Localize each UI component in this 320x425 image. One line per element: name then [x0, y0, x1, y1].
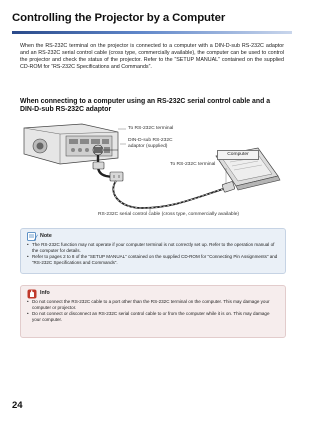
- page-number: 24: [12, 400, 23, 411]
- note-item: • Refer to pages 2 to 8 of the “SETUP MANUAL” contained on the supplied CD-ROM for “Connecting Pin Assignments” and “RS-232C Specifications and Commands”.: [27, 254, 279, 266]
- info-box: [20, 285, 286, 338]
- info-title: Info: [40, 290, 50, 296]
- note-list: [27, 242, 279, 266]
- label-adaptor: DIN-D-sub RS-232C adaptor (supplied): [128, 138, 173, 149]
- title-bar: [12, 8, 292, 34]
- note-title: Note: [40, 233, 52, 239]
- label-rs232c-terminal-projector: To RS-232C terminal: [128, 126, 174, 131]
- title-underline: [12, 31, 292, 34]
- section-heading: When connecting to a computer using an RS-232C serial control cable and a DIN-D-sub RS-232C adaptor: [20, 98, 271, 114]
- label-rs232c-terminal-computer: To RS-232C terminal: [170, 162, 216, 167]
- intro-paragraph: When the RS-232C terminal on the projector is connected to a computer with a DIN-D-sub RS-232C adaptor and an RS-232C serial control cable (cross type, commercially available), the computer can be used to control the projector and check the status of the projector. Refer to the “SETUP MANUAL” contained on the supplied CD-ROM for “RS-232C Specifications and Commands”.: [20, 43, 284, 71]
- note-item: • The RS-232C function may not operate if your computer terminal is not correctly set up. Refer to the operation manual of the computer for details.: [27, 242, 279, 254]
- pencil-note-icon: [27, 232, 38, 241]
- info-list: [27, 299, 279, 323]
- label-serial-cable: RS-232C serial control cable (cross type, commercially available): [98, 212, 240, 217]
- note-box: [20, 228, 286, 274]
- connection-diagram: [20, 122, 284, 218]
- warning-hand-icon: [27, 289, 38, 299]
- label-computer: Computer: [217, 150, 259, 160]
- info-item: • Do not connect or disconnect an RS-232C serial control cable to or from the computer while it is on. This may damage your computer.: [27, 311, 279, 323]
- info-item: • Do not connect the RS-232C cable to a port other than the RS-232C terminal on the computer. This may damage your computer or projector.: [27, 299, 279, 311]
- serial-cable: [113, 181, 235, 208]
- page-title: Controlling the Projector by a Computer: [12, 12, 226, 24]
- projector-illustration: [24, 124, 118, 164]
